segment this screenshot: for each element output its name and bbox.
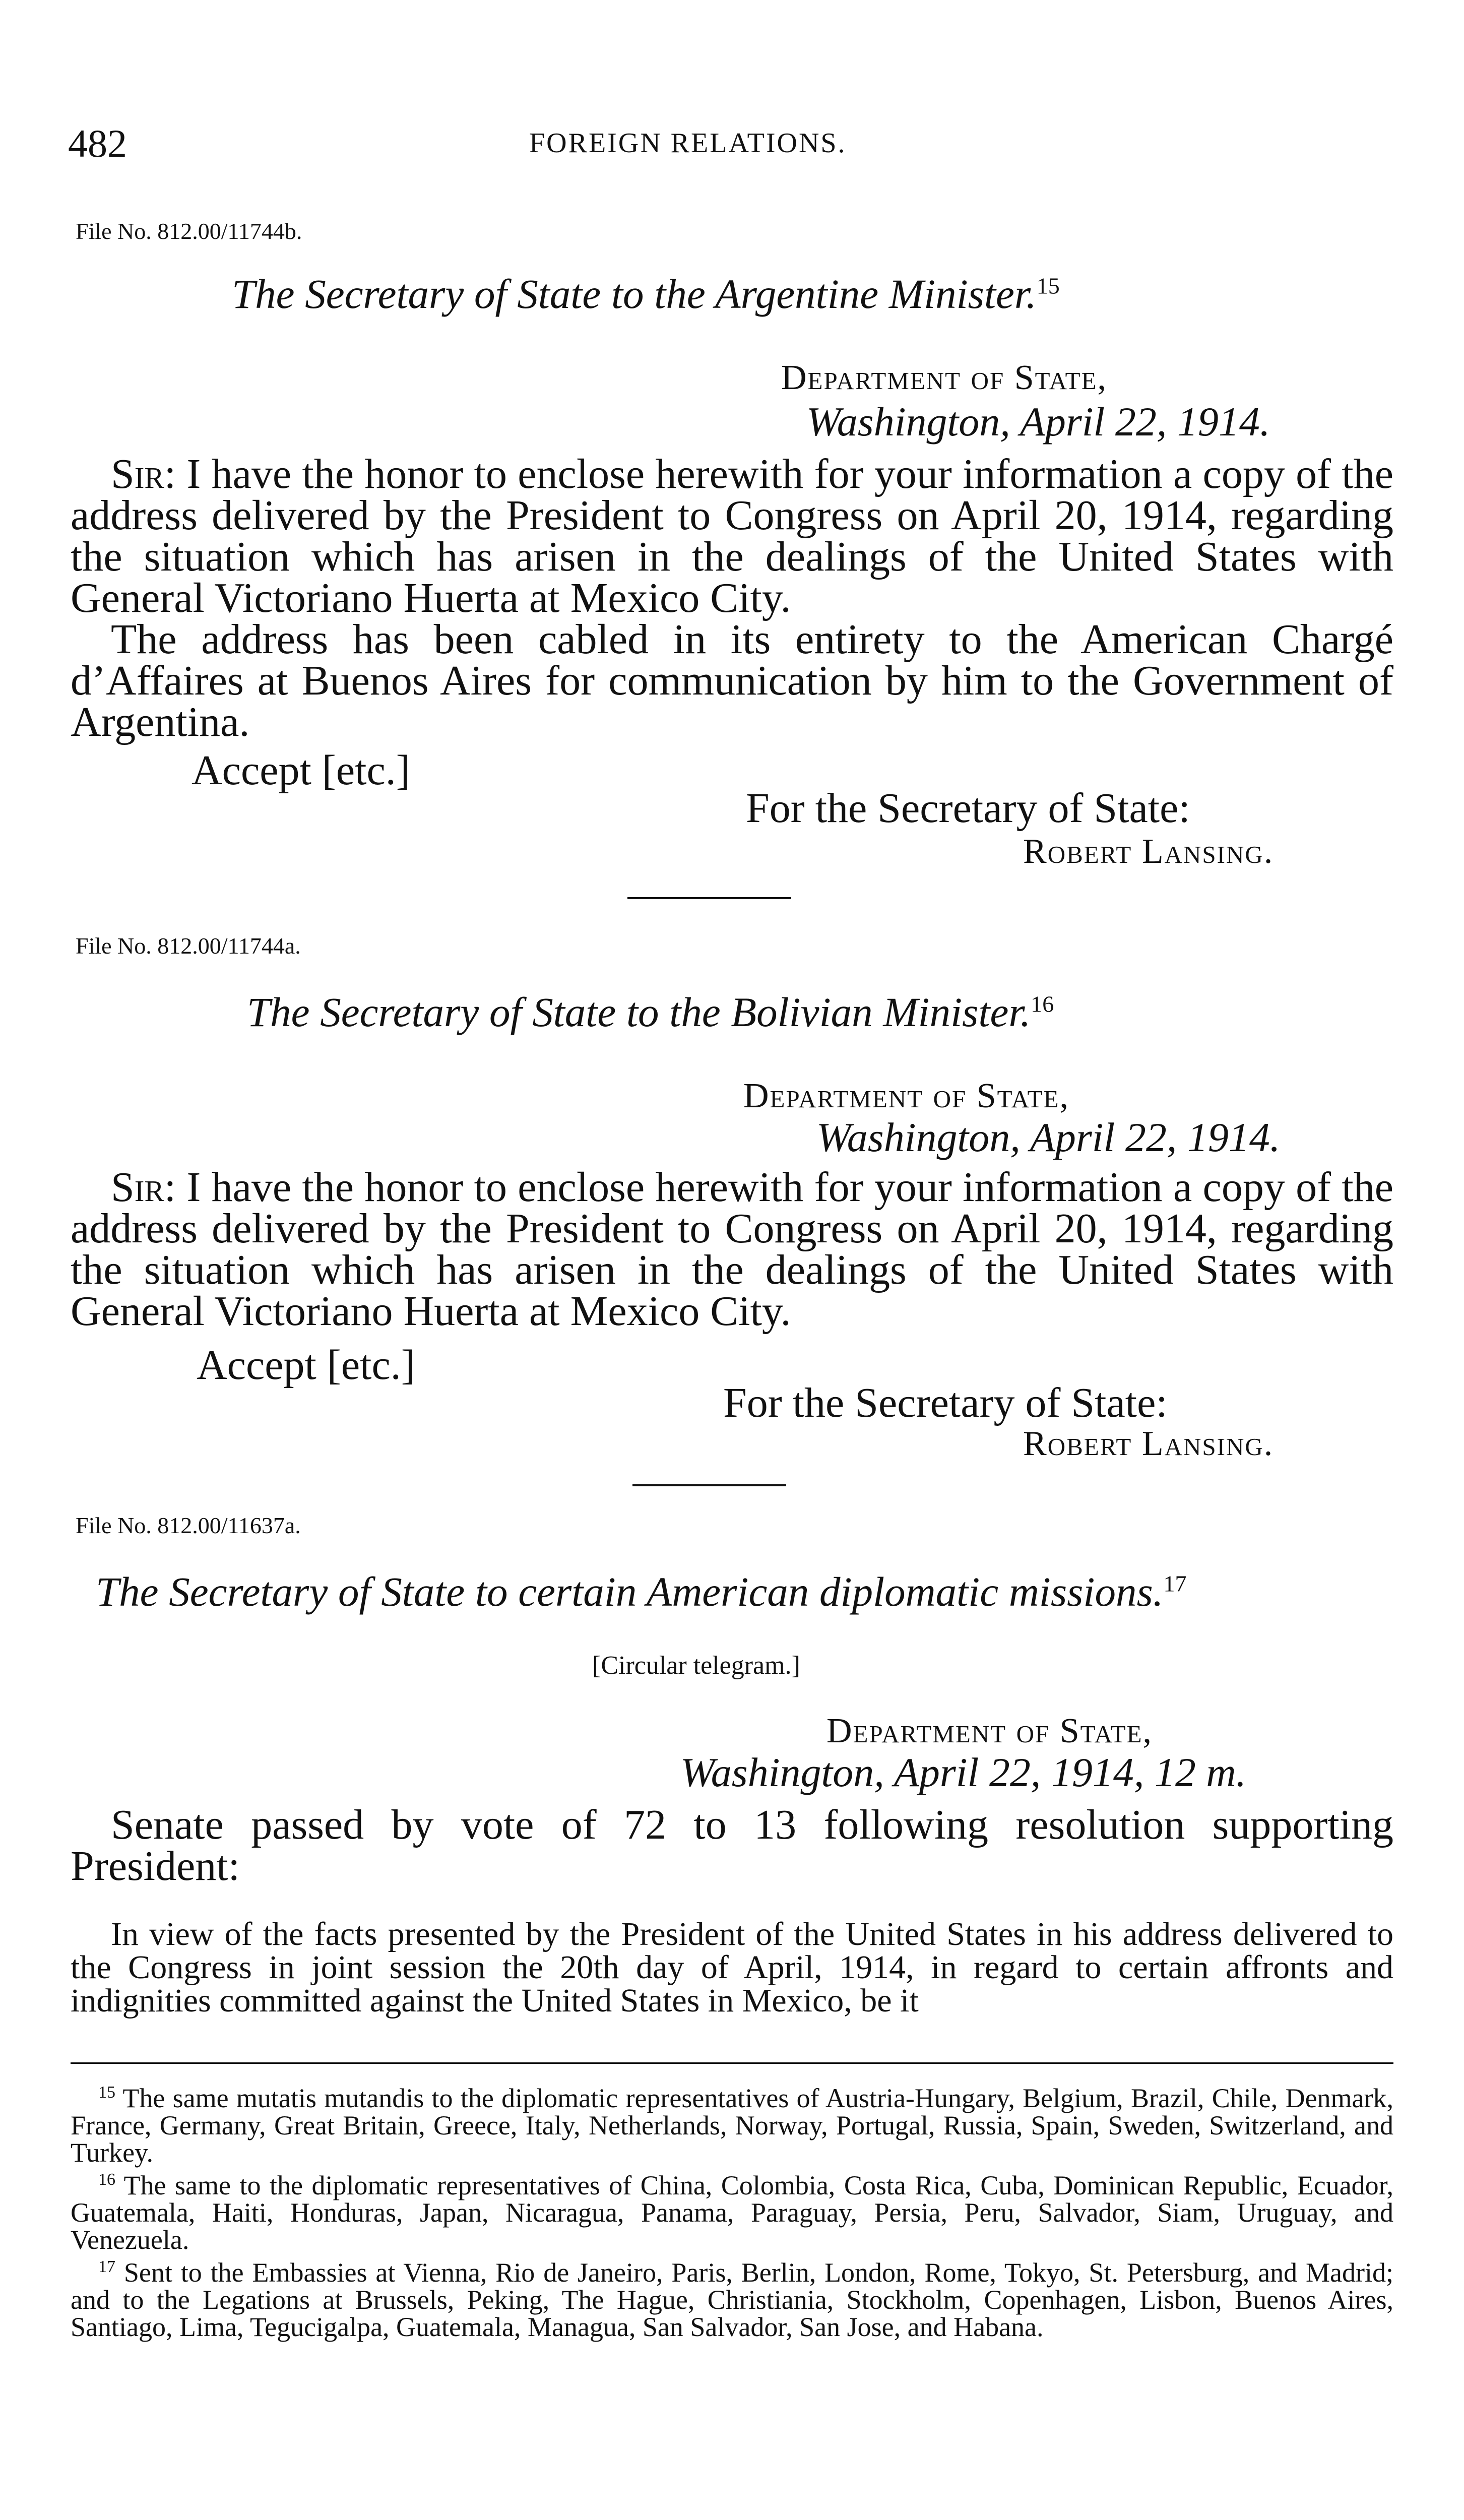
quoted-resolution bbox=[71, 1918, 1393, 2018]
file-number: File No. 812.00/11744b. bbox=[76, 218, 302, 244]
salutation: Sir bbox=[111, 451, 164, 497]
paragraph: : I have the honor to enclose herewith for your information a copy of the address delivered by the President to Congress on April 20, 1914, regarding the situation which has arisen in the dealings of the United States with General Victoriano Huerta at Mexico City. bbox=[71, 451, 1393, 621]
letter-heading bbox=[232, 270, 1060, 318]
footnotes bbox=[71, 2079, 1393, 2341]
footnote-rule bbox=[71, 2062, 1393, 2064]
footnote-text: Sent to the Embassies at Vienna, Rio de Janeiro, Paris, Berlin, London, Rome, Tokyo, St. Petersburg, and Madrid; and to the Legations at Brussels, Peking, The Hague, Christiania, Stockholm, Copenhagen, Lisbon, Buenos Aires, Santiago, Lima, Tegucigalpa, Guatemala, Managua, San Salvador, San Jose, and Habana. bbox=[71, 2257, 1394, 2342]
salutation: Sir bbox=[111, 1164, 164, 1211]
letter-body bbox=[71, 1164, 1393, 1335]
footnote-ref: 15 bbox=[1036, 273, 1060, 299]
closing: Accept [etc.] bbox=[192, 747, 410, 794]
letter-body bbox=[71, 451, 1393, 745]
for-secretary: For the Secretary of State: bbox=[746, 785, 1190, 832]
telegram-body bbox=[71, 1801, 1393, 1889]
file-number: File No. 812.00/11744a. bbox=[76, 933, 301, 959]
footnote-text: The same mutatis mutandis to the diplomatic representatives of Austria-Hungary, Belgium, Brazil, Chile, Denmark, France, Germany, Great Britain, Greece, Italy, Netherlands, Norway, Portugal, Russia, Spain, Sweden, Switzerland, and Turkey. bbox=[71, 2083, 1393, 2168]
paragraph: The address has been cabled in its entirety to the American Chargé d’Affaires at Buenos Aires for communication by him to the Government of Argentina. bbox=[71, 616, 1393, 745]
letter-heading bbox=[247, 988, 1054, 1036]
signature: Robert Lansing. bbox=[1023, 832, 1274, 871]
telegram-caption: [Circular telegram.] bbox=[592, 1651, 800, 1680]
separator-rule bbox=[627, 897, 791, 899]
footnote-ref: 17 bbox=[1163, 1570, 1187, 1597]
heading-text: The Secretary of State to certain American diplomatic missions. bbox=[96, 1568, 1164, 1615]
dateline: Washington, April 22, 1914. bbox=[816, 1114, 1281, 1160]
footnote bbox=[71, 2253, 1393, 2341]
department-line: Department of State, bbox=[826, 1712, 1153, 1750]
dateline: Washington, April 22, 1914. bbox=[806, 399, 1270, 445]
paragraph: Senate passed by vote of 72 to 13 following resolution supporting President: bbox=[71, 1801, 1393, 1889]
footnote-number: 17 bbox=[98, 2257, 115, 2276]
heading-text: The Secretary of State to the Bolivian Minister. bbox=[247, 989, 1031, 1035]
footnote bbox=[71, 2079, 1393, 2166]
page-number: 482 bbox=[68, 121, 127, 165]
dateline: Washington, April 22, 1914, 12 m. bbox=[680, 1749, 1247, 1795]
footnote-number: 15 bbox=[98, 2083, 115, 2102]
department-line: Department of State, bbox=[743, 1077, 1070, 1115]
quote-paragraph: In view of the facts presented by the President of the United States in his address delivered to the Congress in joint session the 20th day of April, 1914, in regard to certain affronts and indignities committed against the United States in Mexico, be it bbox=[71, 1916, 1393, 2019]
separator-rule bbox=[632, 1484, 786, 1486]
file-number: File No. 812.00/11637a. bbox=[76, 1513, 301, 1538]
signature: Robert Lansing. bbox=[1023, 1424, 1274, 1463]
heading-text: The Secretary of State to the Argentine Minister. bbox=[232, 271, 1037, 317]
footnote-text: The same to the diplomatic representatives of China, Colombia, Costa Rica, Cuba, Dominican Republic, Ecuador, Guatemala, Haiti, Honduras, Japan, Nicaragua, Panama, Paraguay, Persia, Peru, Salvador, Siam, Uruguay, and Venezuela. bbox=[71, 2170, 1393, 2255]
letter-heading bbox=[96, 1567, 1187, 1616]
running-head: FOREIGN RELATIONS. bbox=[529, 128, 847, 159]
footnote-ref: 16 bbox=[1031, 991, 1054, 1017]
for-secretary: For the Secretary of State: bbox=[723, 1379, 1168, 1426]
footnote-number: 16 bbox=[98, 2170, 115, 2189]
footnote bbox=[71, 2166, 1393, 2253]
department-line: Department of State, bbox=[781, 358, 1108, 397]
closing: Accept [etc.] bbox=[197, 1342, 415, 1389]
paragraph: : I have the honor to enclose herewith for your information a copy of the address delivered by the President to Congress on April 20, 1914, regarding the situation which has arisen in the dealings of the United States with General Victoriano Huerta at Mexico City. bbox=[71, 1164, 1393, 1335]
